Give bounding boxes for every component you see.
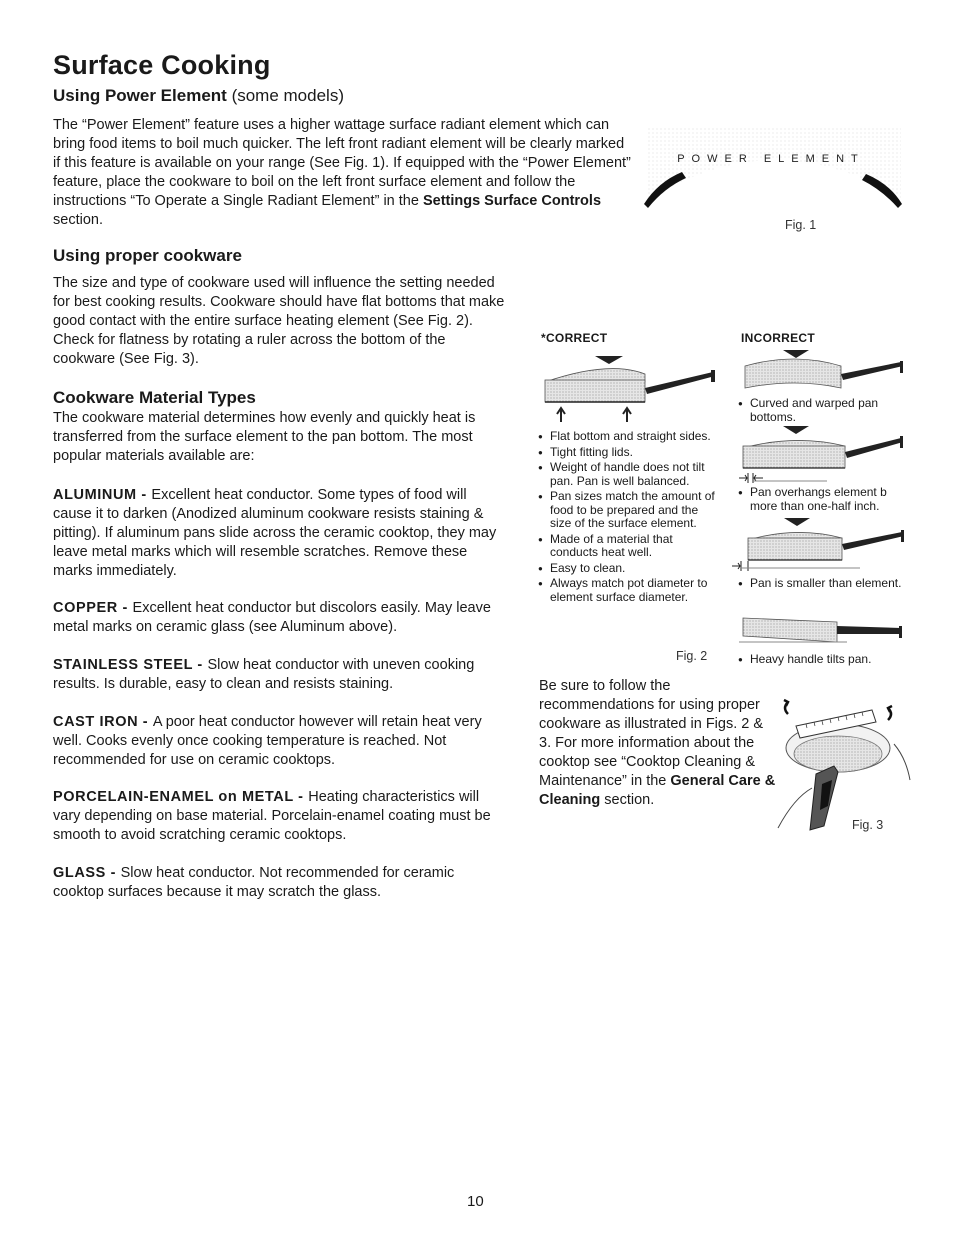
material-term: STAINLESS STEEL -: [53, 657, 208, 673]
material-text: A poor heat conductor however will retain heat very well. Cooks evenly once cooking temperature is reached. Not recommended for use on ceramic cooktops.: [53, 714, 482, 768]
incorrect-pan-overhang: [737, 424, 909, 484]
incorrect-pan-small: [730, 516, 910, 574]
overhang-pan-icon: [737, 424, 909, 484]
small-pan-icon: [730, 516, 910, 574]
correct-item: ● Flat bottom and straight sides.: [538, 430, 718, 444]
ruler-check-icon: [776, 688, 912, 836]
correct-item: ● Pan sizes match the amount of food to be prepared and the size of the surface element.: [538, 490, 718, 531]
power-element-heading-text: Using Power Element: [53, 86, 227, 105]
page-number: 10: [467, 1193, 484, 1210]
material-text: Excellent heat conductor but discolors easily. May leave metal marks on ceramic glass (see Aluminum above).: [53, 600, 491, 635]
fig1-label: Fig. 1: [785, 218, 817, 232]
proper-cookware-body: The size and type of cookware used will influence the setting needed for best cooking results. Cookware should have flat bottoms that make good contact with the entire surface heating element (See Fig. 2). Check for flatness by rotating a ruler across the bottom of the cookware (See Fig. 3).: [53, 275, 505, 367]
materials-intro: The cookware material determines how evenly and quickly heat is transferred from the surface element to the pan bottom. The most popular materials available are:: [53, 410, 476, 464]
material-text: Heating characteristics will vary depending on base material. Porcelain-enamel coating must be smooth to avoid scratching ceramic cooktops.: [53, 789, 491, 843]
correct-item: ● Tight fitting lids.: [538, 446, 718, 460]
material-porcelain-enamel: [53, 788, 508, 845]
warped-pan-icon: [737, 348, 909, 394]
power-element-heading: [53, 86, 344, 106]
fig3-illustration: [776, 688, 912, 836]
materials-heading: Cookware Material Types: [53, 388, 256, 407]
incorrect-item-2: [738, 486, 908, 515]
proper-cookware-heading: Using proper cookware: [53, 246, 242, 265]
incorrect-item: ● Curved and warped pan bottoms.: [738, 397, 908, 424]
power-element-label: POWER ELEMENT: [677, 153, 865, 165]
fig2-label: Fig. 2: [676, 649, 708, 663]
correct-item: ● Made of a material that conducts heat well.: [538, 533, 718, 560]
incorrect-item-4: [738, 653, 908, 669]
material-text: Slow heat conductor. Not recommended for ceramic cooktop surfaces because it may scratch the glass.: [53, 865, 455, 900]
material-term: PORCELAIN-ENAMEL on METAL -: [53, 789, 309, 805]
fig3-label: Fig. 3: [852, 818, 884, 832]
power-element-body-1: The “Power Element” feature uses a higher wattage surface radiant element which can bring food items to boil much quicker. The left front radiant element will be clearly marked if this feature is available on your range (See Fig. 1). If equipped with the “Power Element” feature, place the cookware to boil on the left front surface element and follow the instructions “To Operate a Single Radiant Element” in the: [53, 117, 631, 209]
incorrect-pan-warped: [737, 348, 909, 394]
correct-pan-icon: [535, 352, 725, 424]
fig3-text-2: section.: [600, 792, 655, 808]
power-element-body: [53, 116, 633, 230]
material-term: ALUMINUM -: [53, 487, 152, 503]
material-text: Slow heat conductor with uneven cooking results. Is durable, easy to clean and resists staining.: [53, 657, 475, 692]
tilted-pan-icon: [737, 608, 909, 650]
power-element-body-bold: Settings Surface Controls: [422, 193, 602, 209]
fig3-text-1: Be sure to follow the recommendations for using proper cookware as illustrated in Figs. 2 & 3. For more information about the cooktop see “Cooktop Cleaning & Maintenance” in the: [539, 678, 764, 789]
incorrect-pan-tilted: [737, 608, 909, 650]
incorrect-item: ● Pan is smaller than element.: [738, 577, 908, 591]
material-stainless-steel: [53, 656, 508, 694]
fig3-text: [539, 677, 779, 810]
incorrect-item-1: [738, 397, 908, 426]
correct-item: ● Easy to clean.: [538, 562, 718, 576]
material-aluminum: [53, 486, 508, 581]
page-title: Surface Cooking: [53, 50, 271, 80]
incorrect-item-3: [738, 577, 908, 593]
material-text: Excellent heat conductor. Some types of food will cause it to darken (Anodized aluminum cookware resists staining & pitting). If aluminum pans slide across the ceramic cooktop, they may leave metal marks which will resemble scratches. Remove these marks immediately.: [53, 487, 497, 579]
fig1-illustration: [636, 120, 906, 220]
material-copper: [53, 599, 508, 637]
incorrect-item: ● Pan overhangs element b more than one-half inch.: [738, 486, 908, 513]
correct-pan-illustration: [535, 352, 725, 424]
fig3-text-bold: General Care & Cleaning: [539, 773, 776, 808]
incorrect-item: ● Heavy handle tilts pan.: [738, 653, 908, 667]
correct-item: ● Weight of handle does not tilt pan. Pan is well balanced.: [538, 461, 718, 488]
power-element-body-2: section.: [53, 212, 103, 228]
power-element-graphic: [636, 120, 906, 220]
material-term: COPPER -: [53, 600, 133, 616]
correct-item: ● Always match pot diameter to element surface diameter.: [538, 577, 718, 604]
material-term: GLASS -: [53, 865, 121, 881]
fig2-correct-list: [538, 430, 718, 606]
fig2-correct-heading: *CORRECT: [541, 331, 608, 345]
fig2-incorrect-heading: INCORRECT: [741, 331, 816, 345]
material-cast-iron: [53, 713, 508, 770]
material-glass: [53, 864, 508, 902]
power-element-heading-suffix: (some models): [231, 86, 344, 105]
material-term: CAST IRON -: [53, 714, 153, 730]
